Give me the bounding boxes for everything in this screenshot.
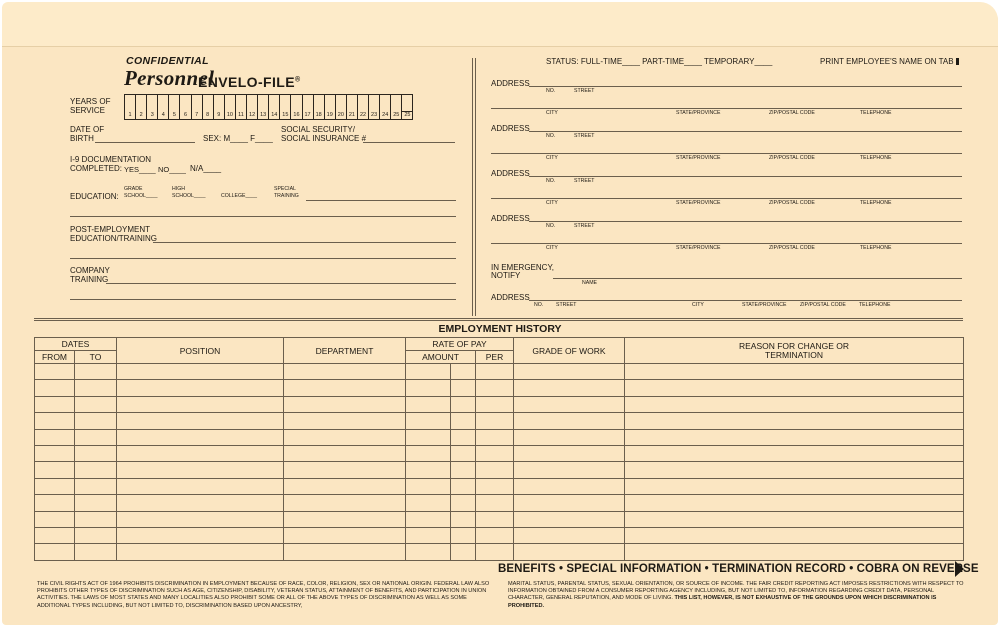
year-number: 2 — [139, 112, 143, 118]
address-no-caption: NO. — [546, 88, 556, 94]
emergency-city-caption: CITY — [692, 302, 704, 308]
history-cell[interactable] — [625, 478, 964, 494]
i9-label-1: I-9 DOCUMENTATION — [70, 155, 152, 164]
address-label: ADDRESS — [491, 124, 530, 133]
history-cell[interactable] — [75, 478, 117, 494]
emergency-name-caption: NAME — [582, 280, 597, 286]
history-cell[interactable] — [284, 380, 406, 396]
history-cell[interactable] — [35, 429, 75, 445]
history-cell[interactable] — [625, 511, 964, 527]
address-street-caption: STREET — [574, 133, 595, 139]
history-cell[interactable] — [35, 364, 75, 380]
emergency-address-line — [529, 300, 962, 301]
address-no-caption: NO. — [546, 133, 556, 139]
history-top-rule-2 — [34, 320, 963, 321]
history-cell[interactable] — [35, 511, 75, 527]
history-cell[interactable] — [625, 380, 964, 396]
history-cell[interactable] — [406, 495, 451, 511]
history-row[interactable] — [35, 413, 964, 429]
address-city-caption: CITY — [546, 200, 558, 206]
years-of-service-label-1: YEARS OF — [70, 97, 111, 106]
history-cell[interactable] — [35, 396, 75, 412]
address-city-line — [491, 108, 962, 109]
history-cell[interactable] — [476, 364, 514, 380]
emergency-label-2: NOTIFY — [491, 271, 521, 280]
i9-yes: YES____ — [124, 165, 156, 174]
history-cell[interactable] — [75, 396, 117, 412]
history-cell[interactable] — [284, 429, 406, 445]
history-cell[interactable] — [451, 380, 476, 396]
history-cell[interactable] — [451, 429, 476, 445]
high-label-2: SCHOOL____ — [172, 193, 206, 199]
year-box — [402, 95, 412, 119]
address-telephone-caption: TELEPHONE — [860, 245, 892, 251]
history-cell[interactable] — [476, 396, 514, 412]
year-number: 25 — [404, 112, 411, 118]
history-cell[interactable] — [406, 478, 451, 494]
history-cell[interactable] — [625, 413, 964, 429]
address-city-line — [491, 243, 962, 244]
year-number: 11 — [238, 112, 244, 118]
year-number: 10 — [226, 112, 233, 118]
post-employment-line-1 — [153, 242, 456, 243]
year-number: 23 — [371, 112, 378, 118]
company-training-label-1: COMPANY — [70, 266, 110, 275]
history-cell[interactable] — [75, 429, 117, 445]
legal-notice-right: MARITAL STATUS, PARENTAL STATUS, SEXUAL ORIENTATION, OR SOURCE OF INCOME. THE FAIR CREDIT REPORTING ACT IMPOSES RESTRICTIONS WITH RESPECT TO INFORMATION OBTAINED FROM A CONSUMER REPORTING AGENCY INCLUDING, BUT NOT LIMITED TO, INFORMATION REGARDING CREDIT DATA, PERSONAL CHARACTER, GENERAL REPUTATION, AND MODE OF LIVING. THIS LIST, HOWEVER, IS NOT EXHAUSTIVE OF THE GROUNDS UPON WHICH DISCRIMINATION IS PROHIBITED. — [508, 581, 964, 609]
special-training-line — [306, 200, 456, 201]
year-box — [358, 95, 369, 119]
history-cell[interactable] — [35, 380, 75, 396]
history-cell[interactable] — [117, 544, 284, 560]
year-number: 13 — [260, 112, 267, 118]
history-cell[interactable] — [514, 396, 625, 412]
history-row[interactable] — [35, 478, 964, 494]
year-number: 8 — [206, 112, 210, 118]
address-telephone-caption: TELEPHONE — [860, 110, 892, 116]
history-cell[interactable] — [117, 413, 284, 429]
year-box — [269, 95, 280, 119]
years-of-service-label-2: SERVICE — [70, 106, 105, 115]
history-cell[interactable] — [284, 511, 406, 527]
history-cell[interactable] — [451, 396, 476, 412]
history-cell[interactable] — [451, 511, 476, 527]
print-name-note: PRINT EMPLOYEE'S NAME ON TAB — [820, 57, 954, 66]
history-cell[interactable] — [35, 544, 75, 560]
emergency-address-label: ADDRESS — [491, 293, 530, 302]
i9-label-2: COMPLETED: — [70, 164, 123, 173]
post-employment-label-2: EDUCATION/TRAINING — [70, 234, 157, 243]
year-box — [291, 95, 302, 119]
history-cell[interactable] — [117, 478, 284, 494]
years-of-service-boxes — [124, 94, 413, 120]
history-cell[interactable] — [35, 462, 75, 478]
year-box — [380, 95, 391, 119]
brand-product: ENVELO-FILE® — [198, 74, 301, 90]
history-cell[interactable] — [284, 413, 406, 429]
year-number: 5 — [172, 112, 176, 118]
address-label: ADDRESS — [491, 169, 530, 178]
history-cell[interactable] — [625, 396, 964, 412]
history-cell[interactable] — [75, 413, 117, 429]
history-cell[interactable] — [451, 445, 476, 461]
history-cell[interactable] — [514, 527, 625, 543]
department-header: DEPARTMENT — [284, 338, 406, 364]
year-box — [180, 95, 191, 119]
year-number: 14 — [271, 112, 278, 118]
year-box — [347, 95, 358, 119]
history-cell[interactable] — [451, 527, 476, 543]
history-row[interactable] — [35, 462, 964, 478]
address-zip-caption: ZIP/POSTAL CODE — [769, 155, 815, 161]
reason-header: REASON FOR CHANGE OR TERMINATION — [625, 338, 964, 364]
history-cell[interactable] — [406, 445, 451, 461]
year-box — [169, 95, 180, 119]
history-cell[interactable] — [476, 544, 514, 560]
grade-label-2: SCHOOL____ — [124, 193, 158, 199]
history-cell[interactable] — [406, 429, 451, 445]
history-row[interactable] — [35, 429, 964, 445]
year-number: 22 — [359, 112, 367, 118]
year-box — [203, 95, 214, 119]
high-label-1: HIGH — [172, 186, 185, 192]
address-line — [529, 131, 962, 132]
reverse-arrow-icon — [955, 561, 964, 577]
rate-of-pay-header: RATE OF PAY — [406, 338, 514, 351]
address-city-caption: CITY — [546, 155, 558, 161]
history-cell[interactable] — [284, 462, 406, 478]
address-line — [529, 176, 962, 177]
grade-of-work-header: GRADE OF WORK — [514, 338, 625, 364]
year-number: 24 — [382, 112, 389, 118]
history-cell[interactable] — [625, 462, 964, 478]
address-city-caption: CITY — [546, 110, 558, 116]
amount-header: AMOUNT — [406, 351, 476, 364]
history-cell[interactable] — [625, 527, 964, 543]
history-cell[interactable] — [406, 527, 451, 543]
history-cell[interactable] — [75, 445, 117, 461]
college-label: COLLEGE____ — [221, 193, 258, 199]
address-street-caption: STREET — [574, 178, 595, 184]
history-cell[interactable] — [284, 396, 406, 412]
address-zip-caption: ZIP/POSTAL CODE — [769, 200, 815, 206]
year-number: 6 — [183, 112, 188, 118]
history-cell[interactable] — [625, 429, 964, 445]
emergency-state-caption: STATE/PROVINCE — [742, 302, 787, 308]
history-cell[interactable] — [117, 527, 284, 543]
year-number: 16 — [293, 112, 300, 118]
history-cell[interactable] — [117, 429, 284, 445]
address-street-caption: STREET — [574, 223, 595, 229]
year-box — [147, 95, 158, 119]
history-cell[interactable] — [75, 495, 117, 511]
history-cell[interactable] — [514, 364, 625, 380]
history-cell[interactable] — [284, 527, 406, 543]
history-cell[interactable] — [476, 511, 514, 527]
post-employment-line-2 — [70, 258, 456, 259]
ssn-line — [363, 142, 455, 143]
emergency-street-caption: STREET — [556, 302, 577, 308]
year-box — [225, 95, 236, 119]
company-training-label-2: TRAINING — [70, 275, 109, 284]
address-city-line — [491, 198, 962, 199]
i9-no: NO____ — [158, 165, 186, 174]
history-cell[interactable] — [35, 445, 75, 461]
history-top-rule — [34, 318, 963, 319]
from-header: FROM — [35, 351, 75, 364]
history-cell[interactable] — [514, 462, 625, 478]
history-cell[interactable] — [476, 462, 514, 478]
column-divider — [472, 58, 473, 316]
history-cell[interactable] — [476, 527, 514, 543]
employment-history-table — [34, 337, 964, 561]
emergency-name-line — [553, 278, 962, 279]
address-telephone-caption: TELEPHONE — [860, 200, 892, 206]
year-box — [125, 95, 136, 119]
year-box — [214, 95, 225, 119]
company-training-line-2 — [70, 299, 456, 300]
history-cell[interactable] — [35, 495, 75, 511]
history-cell[interactable] — [514, 445, 625, 461]
grade-label-1: GRADE — [124, 186, 143, 192]
year-number: 18 — [315, 112, 322, 118]
company-training-line-1 — [106, 283, 456, 284]
history-cell[interactable] — [75, 544, 117, 560]
folder-tab — [2, 2, 998, 46]
ssn-label-1: SOCIAL SECURITY/ — [281, 125, 355, 134]
year-box — [314, 95, 325, 119]
year-box — [247, 95, 258, 119]
history-row[interactable] — [35, 527, 964, 543]
year-number: 21 — [348, 112, 355, 118]
emergency-telephone-caption: TELEPHONE — [859, 302, 891, 308]
history-cell[interactable] — [451, 462, 476, 478]
year-number: 19 — [326, 112, 333, 118]
birth-line — [95, 142, 195, 143]
special-label-2: TRAINING — [274, 193, 299, 199]
address-label: ADDRESS — [491, 79, 530, 88]
history-cell[interactable] — [514, 478, 625, 494]
history-row[interactable] — [35, 445, 964, 461]
history-cell[interactable] — [451, 478, 476, 494]
emergency-no-caption: NO. — [534, 302, 544, 308]
history-cell[interactable] — [35, 478, 75, 494]
history-cell[interactable] — [35, 527, 75, 543]
history-cell[interactable] — [476, 413, 514, 429]
history-cell[interactable] — [117, 462, 284, 478]
history-cell[interactable] — [406, 544, 451, 560]
history-cell[interactable] — [625, 445, 964, 461]
history-cell[interactable] — [451, 364, 476, 380]
history-cell[interactable] — [514, 511, 625, 527]
history-cell[interactable] — [514, 495, 625, 511]
address-city-line — [491, 153, 962, 154]
history-cell[interactable] — [476, 495, 514, 511]
tab-arrow-marker — [956, 58, 959, 65]
year-box — [325, 95, 336, 119]
dates-header: DATES — [35, 338, 117, 351]
year-number: 9 — [217, 112, 221, 118]
special-label-1: SPECIAL — [274, 186, 296, 192]
per-header: PER — [476, 351, 514, 364]
year-number: 1 — [128, 112, 132, 118]
history-cell[interactable] — [406, 364, 451, 380]
confidential-label: CONFIDENTIAL — [126, 55, 209, 67]
address-state-caption: STATE/PROVINCE — [676, 200, 721, 206]
history-row[interactable] — [35, 364, 964, 380]
year-number: 15 — [282, 112, 289, 118]
history-cell[interactable] — [406, 511, 451, 527]
history-cell[interactable] — [117, 364, 284, 380]
birth-label: BIRTH — [70, 134, 94, 143]
brand-script: Personnel — [124, 66, 215, 90]
history-cell[interactable] — [476, 429, 514, 445]
history-cell[interactable] — [625, 544, 964, 560]
address-line — [529, 221, 962, 222]
i9-na: N/A____ — [190, 164, 222, 173]
emergency-zip-caption: ZIP/POSTAL CODE — [800, 302, 846, 308]
position-header: POSITION — [117, 338, 284, 364]
history-cell[interactable] — [406, 462, 451, 478]
address-line — [529, 86, 962, 87]
year-box — [391, 95, 402, 119]
year-number: 17 — [304, 112, 311, 118]
history-cell[interactable] — [514, 544, 625, 560]
legal-notice-left: THE CIVIL RIGHTS ACT OF 1964 PROHIBITS DISCRIMINATION IN EMPLOYMENT BECAUSE OF RACE, COLOR, RELIGION, SEX OR NATIONAL ORIGIN. FEDERAL LAW ALSO PROHIBITS OTHER TYPES OF DISCRIMINATION SUCH AS AGE, CITIZENSHIP, DISABILITY, VETERAN STATUS, ATTAINMENT OF BENEFITS, AND PARTICIPATION IN UNION ACTIVITIES. THE LAWS OF MOST STATES AND MANY LOCALITIES ALSO PROHIBIT SOME OR ALL OF THE ABOVE TYPES OF DISCRIMINATION AS WELL AS SOME ADDITIONAL TYPES INCLUDING, BUT NOT LIMITED TO, DISCRIMINATION BASED UPON ANCESTRY, — [37, 581, 490, 609]
history-cell[interactable] — [284, 478, 406, 494]
history-row[interactable] — [35, 544, 964, 560]
history-cell[interactable] — [284, 544, 406, 560]
history-cell[interactable] — [451, 413, 476, 429]
history-cell[interactable] — [284, 495, 406, 511]
status-field: STATUS: FULL-TIME____ PART-TIME____ TEMPORARY____ — [546, 57, 773, 66]
address-no-caption: NO. — [546, 178, 556, 184]
history-cell[interactable] — [284, 364, 406, 380]
year-box — [136, 95, 147, 119]
year-number: 4 — [161, 112, 165, 118]
history-cell[interactable] — [451, 544, 476, 560]
history-row[interactable] — [35, 380, 964, 396]
history-cell[interactable] — [476, 478, 514, 494]
history-cell[interactable] — [625, 364, 964, 380]
employment-history-title: EMPLOYMENT HISTORY — [438, 323, 562, 335]
history-cell[interactable] — [35, 413, 75, 429]
sex-field: SEX: M____ F____ — [203, 134, 273, 143]
history-cell[interactable] — [75, 462, 117, 478]
address-telephone-caption: TELEPHONE — [860, 155, 892, 161]
history-cell[interactable] — [117, 396, 284, 412]
year-number: 7 — [195, 112, 199, 118]
history-cell[interactable] — [117, 380, 284, 396]
history-row[interactable] — [35, 511, 964, 527]
history-row[interactable] — [35, 495, 964, 511]
history-cell[interactable] — [406, 413, 451, 429]
emergency-label-1: IN EMERGENCY, — [491, 263, 554, 272]
address-zip-caption: ZIP/POSTAL CODE — [769, 245, 815, 251]
history-cell[interactable] — [75, 527, 117, 543]
year-number: 25 — [393, 112, 400, 118]
history-cell[interactable] — [514, 429, 625, 445]
history-cell[interactable] — [476, 380, 514, 396]
year-box — [258, 95, 269, 119]
address-label: ADDRESS — [491, 214, 530, 223]
year-number: 20 — [337, 112, 344, 118]
history-cell[interactable] — [117, 445, 284, 461]
reverse-side-title: BENEFITS • SPECIAL INFORMATION • TERMINATION RECORD • COBRA ON REVERSE — [498, 563, 979, 575]
address-city-caption: CITY — [546, 245, 558, 251]
ssn-label-2: SOCIAL INSURANCE # — [281, 134, 367, 143]
year-box — [236, 95, 247, 119]
post-employment-label-1: POST-EMPLOYMENT — [70, 225, 151, 234]
year-box — [158, 95, 169, 119]
year-box — [336, 95, 347, 119]
year-number: 12 — [249, 112, 256, 118]
history-cell[interactable] — [406, 396, 451, 412]
history-cell[interactable] — [451, 495, 476, 511]
column-divider-inner — [475, 58, 476, 316]
history-cell[interactable] — [117, 511, 284, 527]
history-cell[interactable] — [625, 495, 964, 511]
address-state-caption: STATE/PROVINCE — [676, 245, 721, 251]
year-box — [303, 95, 314, 119]
history-cell[interactable] — [514, 380, 625, 396]
history-cell[interactable] — [406, 380, 451, 396]
address-zip-caption: ZIP/POSTAL CODE — [769, 110, 815, 116]
history-cell[interactable] — [284, 445, 406, 461]
history-cell[interactable] — [117, 495, 284, 511]
year-box — [192, 95, 203, 119]
history-cell[interactable] — [514, 413, 625, 429]
history-cell[interactable] — [75, 364, 117, 380]
address-state-caption: STATE/PROVINCE — [676, 155, 721, 161]
date-of-label: DATE OF — [70, 125, 105, 134]
year-box — [369, 95, 380, 119]
history-cell[interactable] — [75, 511, 117, 527]
education-label: EDUCATION: — [70, 192, 119, 201]
year-box — [280, 95, 291, 119]
address-street-caption: STREET — [574, 88, 595, 94]
address-no-caption: NO. — [546, 223, 556, 229]
to-header: TO — [75, 351, 117, 364]
history-cell[interactable] — [75, 380, 117, 396]
history-cell[interactable] — [476, 445, 514, 461]
year-number: 3 — [150, 112, 154, 118]
history-row[interactable] — [35, 396, 964, 412]
education-extra-line — [70, 216, 456, 217]
address-state-caption: STATE/PROVINCE — [676, 110, 721, 116]
